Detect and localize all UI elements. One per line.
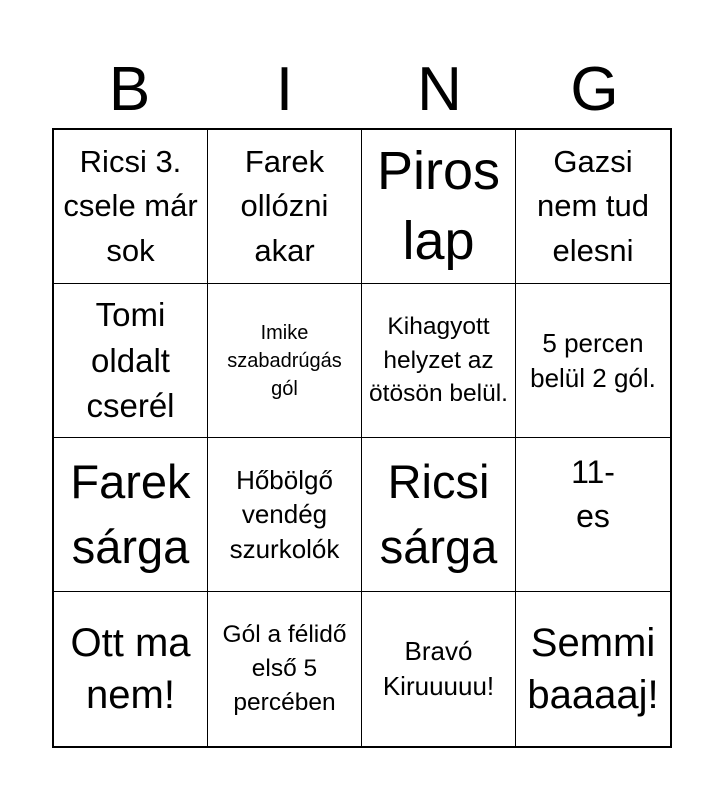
bingo-cell[interactable] — [208, 130, 362, 284]
cell-text: 11-es — [571, 454, 615, 535]
bingo-cell[interactable] — [516, 284, 670, 438]
bingo-cell[interactable] — [362, 438, 516, 592]
cell-text: Tomi oldalt cserél — [86, 296, 175, 425]
bingo-cell[interactable] — [516, 592, 670, 746]
bingo-cell[interactable] — [208, 284, 362, 438]
cell-text: Farek ollózni akar — [240, 144, 329, 268]
bingo-board — [52, 128, 672, 748]
cell-text: 5 percen belül 2 gól. — [530, 327, 656, 393]
bingo-cell[interactable] — [208, 592, 362, 746]
cell-text: Ott ma nem! — [70, 621, 191, 717]
bingo-cell[interactable] — [362, 130, 516, 284]
cell-text: Farek sárga — [70, 455, 191, 573]
cell-text: Piros lap — [376, 141, 501, 271]
bingo-cell[interactable] — [516, 130, 670, 284]
cell-text: Ricsi 3. csele már sok — [63, 144, 198, 268]
bingo-cell[interactable] — [54, 438, 208, 592]
cell-text: Ricsi sárga — [379, 455, 498, 573]
header-letter-i: I — [275, 55, 294, 124]
bingo-cell[interactable] — [362, 592, 516, 746]
cell-text: Gazsi nem tud elesni — [536, 144, 649, 268]
bingo-cell[interactable] — [54, 130, 208, 284]
bingo-cell[interactable] — [54, 284, 208, 438]
bingo-cell[interactable] — [208, 438, 362, 592]
cell-text: Hőbölgő vendég szurkolók — [229, 464, 340, 564]
bingo-header — [52, 52, 672, 128]
cell-text: Semmi baaaaj! — [527, 621, 659, 717]
header-letter-g: G — [570, 55, 619, 124]
cell-text: Gól a félidő első 5 percében — [222, 621, 347, 716]
header-letter-b: B — [108, 55, 151, 124]
header-letter-n: N — [417, 55, 462, 124]
bingo-cell[interactable] — [362, 284, 516, 438]
bingo-cell[interactable] — [516, 438, 670, 592]
cell-text: Imike szabadrúgás gól — [227, 321, 342, 400]
cell-text: Kihagyott helyzet az ötösön belül. — [369, 312, 508, 408]
bingo-cell[interactable] — [54, 592, 208, 746]
cell-text: Bravó Kiruuuuu! — [382, 636, 495, 701]
